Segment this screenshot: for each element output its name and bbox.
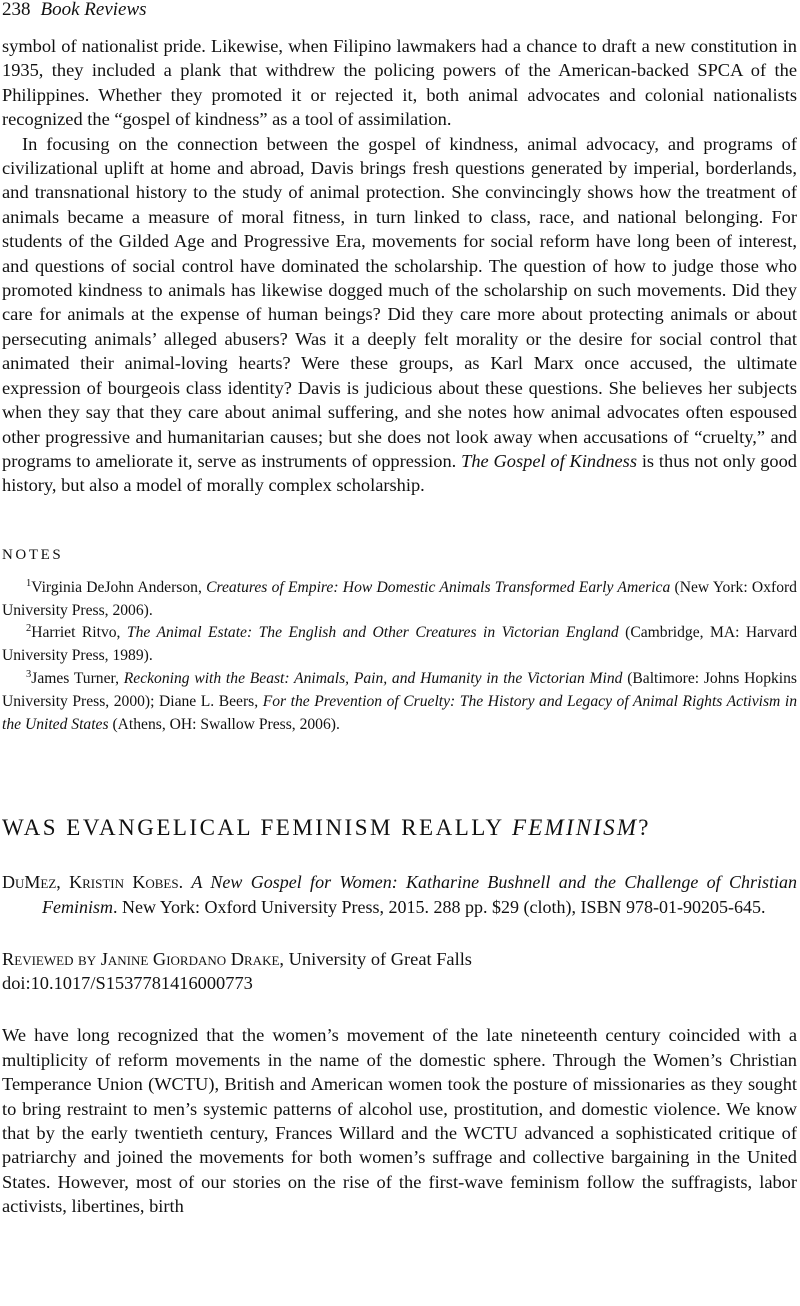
reviewer-line (2, 947, 797, 971)
note-number: 2 (26, 623, 32, 635)
book-author: DuMez, Kristin Kobes (2, 872, 179, 893)
endnote (2, 668, 797, 736)
note-number: 3 (26, 668, 32, 680)
previous-review-paragraph (2, 132, 797, 498)
note-publication: (Athens, OH: Swallow Press, 2006). (108, 715, 340, 733)
note-author: Virginia DeJohn Anderson, (31, 578, 207, 596)
doi: doi:10.1017/S1537781416000773 (2, 973, 253, 994)
paragraph-text: In focusing on the connection between the gospel of kindness, animal advocacy, and programs of civilizational uplift at home and abroad, Davis brings fresh questions generated by imperial, borderlands, and transnational history to the study of animal protection. She convincingly shows how the treatment of animals became a measure of moral fitness, in turn linked to class, race, and national belonging. For students of the Gilded Age and Progressive Era, movements for social reform have long been of interest, and questions of social control have dominated the scholarship. The question of how to judge those who promoted kindness to animals has likewise dogged much of the scholarship on such movements. Did they care for animals at the expense of human beings? Did they care more about protecting animals or about persecuting animals’ alleged abusers? Was it a deeply felt morality or the desire for social control that animated their animal-loving hearts? Were these groups, as Karl Marx once accused, the ultimate expression of bourgeois class identity? Davis is judicious about these questions. She believes her subjects when they say that they care about animal suffering, and she notes how animal advocates often espoused other progressive and humanitarian causes; but she does not look away when accusations of “cruelty,” and programs to ameliorate it, serve as instruments of oppression. (2, 133, 797, 471)
previous-review-paragraph: symbol of nationalist pride. Likewise, when Filipino lawmakers had a chance to draft a new constitution in 1935, they included a plank that withdrew the policing powers of the American-backed SPCA of the Philippines. Whether they promoted it or rejected it, both animal advocates and colonial nationalists recognized the “gospel of kindness” as a tool of assimilation. (2, 36, 797, 130)
review-title-end: ? (638, 815, 651, 841)
book-citation (2, 870, 797, 919)
endnote (2, 622, 797, 668)
review-title-text: WAS EVANGELICAL FEMINISM REALLY (2, 815, 513, 841)
reviewer-name: Reviewed by Janine Giordano Drake (2, 949, 280, 970)
reviewer-affiliation: , University of Great Falls (279, 949, 472, 970)
note-publication: (Baltimore: Johns Hopkins University Press, 2000); Diane L. Beers, (2, 669, 797, 710)
section-title: Book Reviews (40, 0, 147, 20)
review-title (2, 814, 797, 842)
note-title: Reckoning with the Beast: Animals, Pain, and Humanity in the Victorian Mind (123, 669, 623, 687)
endnote (2, 577, 797, 623)
note-title: Creatures of Empire: How Domestic Animals Transformed Early America (206, 578, 671, 596)
note-author: James Turner, (31, 669, 124, 687)
page-body (2, 34, 797, 1219)
note-title: The Animal Estate: The English and Other Creatures in Victorian England (126, 624, 619, 642)
note-publication: (Cambridge, MA: Harvard University Press, 1989). (2, 624, 797, 665)
note-author: Harriet Ritvo, (31, 624, 127, 642)
running-head (2, 0, 147, 22)
note-publication: (New York: Oxford University Press, 2006). (2, 578, 797, 619)
book-title: A New Gospel for Women: Katharine Bushnell and the Challenge of Christian Feminism (42, 872, 798, 917)
note-number: 1 (26, 577, 32, 589)
note-title: For the Prevention of Cruelty: The History and Legacy of Animal Rights Activism in the United States (2, 692, 797, 733)
paragraph-text: is thus not only good history, but also a model of morally complex scholarship. (2, 450, 797, 496)
page-number: 238 (2, 0, 31, 20)
publication-details: . New York: Oxford University Press, 2015. 288 pp. $29 (cloth), ISBN 978-01-90205-645. (113, 896, 766, 917)
notes-heading: NOTES (2, 546, 64, 563)
book-title: The Gospel of Kindness (461, 450, 637, 471)
review-body-paragraph: We have long recognized that the women’s movement of the late nineteenth century coincided with a multiplicity of reform movements in the name of the domestic sphere. Through the Women’s Christian Temperance Union (WCTU), British and American women took the posture of missionaries as they sought to bring restraint to men’s systemic patterns of alcohol use, prostitution, and domestic violence. We know that by the early twentieth century, Frances Willard and the WCTU advanced a sophisticated critique of patriarchy and joined the movements for both women’s suffrage and collective bargaining in the United States. However, most of our stories on the rise of the first-wave feminism follow the suffragists, labor activists, libertines, birth (2, 1025, 797, 1217)
review-title-emphasis: FEMINISM (512, 815, 639, 841)
citation-separator: . (178, 872, 192, 893)
